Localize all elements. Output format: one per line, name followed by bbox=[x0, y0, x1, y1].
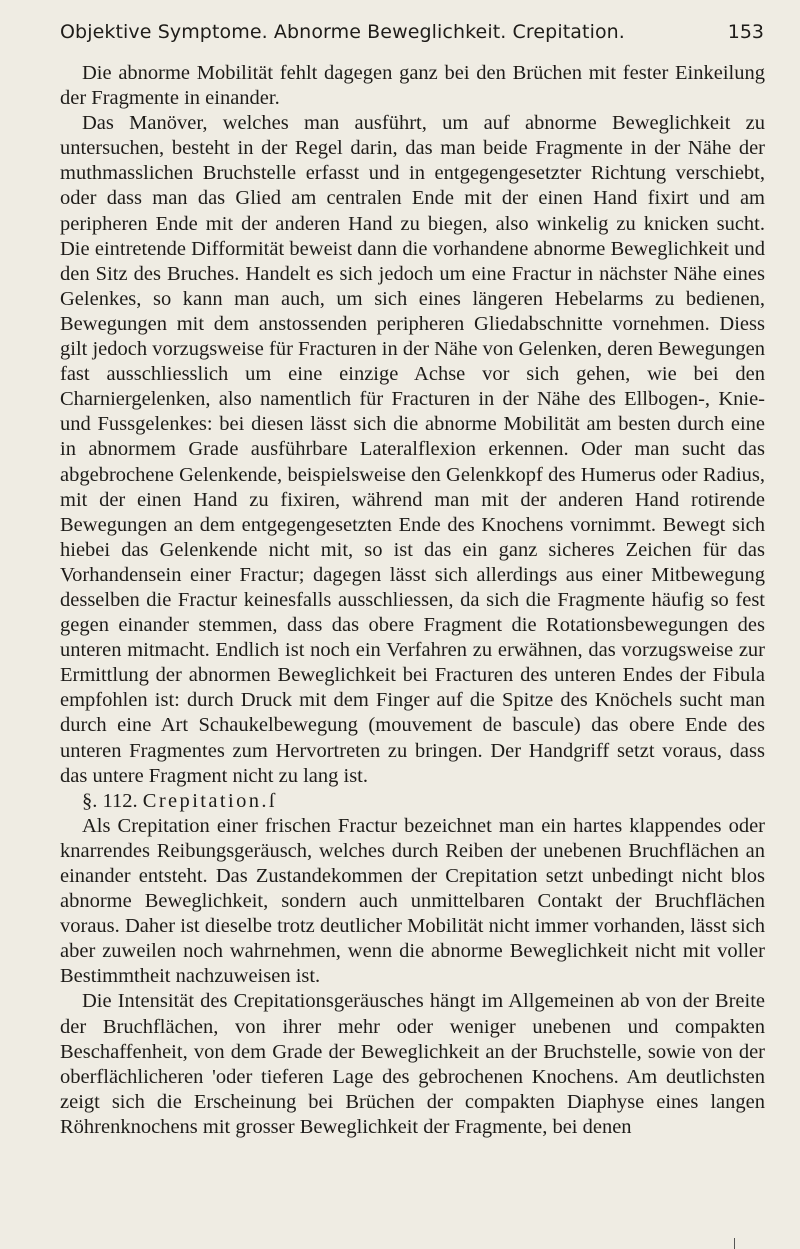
running-header bbox=[60, 16, 764, 48]
section-heading bbox=[60, 789, 765, 814]
page-number: 153 bbox=[727, 21, 764, 43]
section-title: Crepitation.ſ bbox=[142, 789, 278, 812]
page-mark bbox=[734, 1238, 735, 1249]
paragraph: Das Manöver, welches man ausführt, um auf abnorme Beweglichkeit zu untersuchen, besteht in der Regel darin, das man beide Fragmente in der Nähe der muthmasslichen Bruchstelle erfasst und in entgegengesetzter Richtung verschiebt, oder dass man das Glied am centralen Ende mit der einen Hand fixirt und am peripheren Ende mit der anderen Hand zu biegen, also winkelig zu knicken sucht. Die eintretende Difformität beweist dann die vorhandene abnorme Beweglichkeit und den Sitz des Bruches. Handelt es sich jedoch um eine Fractur in nächster Nähe eines Gelenkes, so kann man auch, um sich eines längeren Hebelarms zu bedienen, Bewegungen mit dem anstossenden peripheren Gliedabschnitte vornehmen. Diess gilt jedoch vorzugsweise für Fracturen in der Nähe von Gelenken, deren Bewegungen fast ausschliesslich um eine einzige Achse vor sich gehen, wie bei den Charniergelenken, also namentlich für Fracturen in der Nähe des Ellbogen-, Knie- und Fussgelenkes: bei diesen lässt sich die abnorme Mobilität am besten durch eine in abnormem Grade ausführbare Lateralflexion erkennen. Oder man sucht das abgebrochene Gelenkende, beispielsweise den Gelenkkopf des Humerus oder Radius, mit der einen Hand zu fixiren, während man mit der anderen Hand rotirende Bewegungen an dem entgegengesetzten Ende des Knochens vornimmt. Bewegt sich hiebei das Gelenkende nicht mit, so ist das ein ganz sicheres Zeichen für das Vorhandensein einer Fractur; dagegen lässt sich allerdings aus einer Mitbewegung desselben die Fractur keinesfalls ausschliessen, da sich die Fragmente häufig so fest gegen einander stemmen, dass das obere Fragment die Rotationsbewegungen des unteren mitmacht. Endlich ist noch ein Verfahren zu erwähnen, das vorzugsweise zur Ermittlung der abnormen Beweglichkeit bei Fracturen des unteren Endes der Fibula empfohlen ist: durch Druck mit dem Finger auf die Spitze des Knöchels sucht man durch eine Art Schaukelbewegung (mouvement de bascule) das obere Ende des unteren Fragmentes zum Hervortreten zu bringen. Der Handgriff setzt voraus, dass das untere Fragment nicht zu lang ist. bbox=[60, 112, 765, 787]
body-text bbox=[60, 61, 765, 1140]
paragraph: Als Crepitation einer frischen Fractur bezeichnet man ein hartes klappendes oder knarrendes Reibungsgeräusch, welches durch Reiben der unebenen Bruchflächen an einander entsteht. Das Zustandekommen der Crepitation setzt unbedingt nicht blos abnorme Beweglichkeit, sondern auch unmittelbaren Contakt der Bruchflächen voraus. Daher ist dieselbe trotz deutlicher Mobilität nicht immer vorhanden, lässt sich aber zuweilen noch wahrnehmen, wenn die abnorme Beweglichkeit nicht mit voller Bestimmtheit nachzuweisen ist. bbox=[60, 814, 765, 988]
section-number: §. 112. bbox=[82, 789, 138, 812]
running-title: Objektive Symptome. Abnorme Beweglichkeit. Crepitation. bbox=[60, 21, 625, 43]
paragraph: Die abnorme Mobilität fehlt dagegen ganz bei den Brüchen mit fester Einkeilung der Fragmente in einander. bbox=[60, 62, 765, 110]
paragraph: Die Intensität des Crepitationsgeräusches hängt im Allgemeinen ab von der Breite der Bruchflächen, von ihrer mehr oder weniger unebenen und compakten Beschaffenheit, von dem Grade der Beweglichkeit an der Bruchstelle, sowie von der oberflächlicheren 'oder tieferen Lage des gebrochenen Knochens. Am deutlichsten zeigt sich die Erscheinung bei Brüchen der compakten Diaphyse eines langen Röhrenknochens mit grosser Beweglichkeit der Fragmente, bei denen bbox=[60, 990, 765, 1138]
